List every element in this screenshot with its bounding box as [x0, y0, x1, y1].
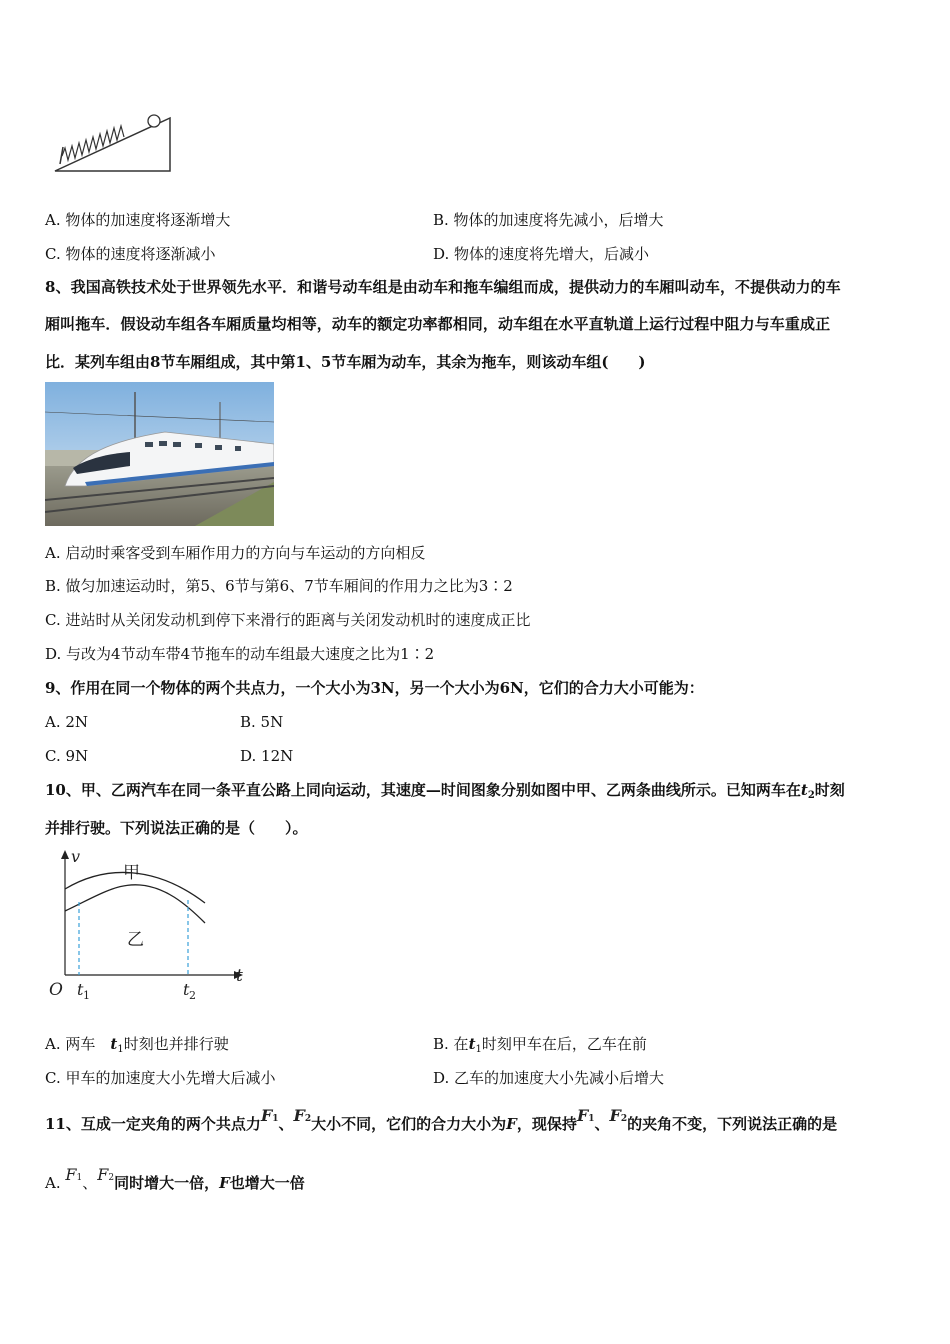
q11-stem-text-2: 大小不同，它们的合力大小为 [311, 1115, 507, 1133]
q11-f-symbol: F [506, 1115, 517, 1133]
q10-option-d: D. 乙车的加速度大小先减小后增大 [433, 1069, 665, 1087]
q10-option-b-t-symbol: t [468, 1035, 476, 1053]
q9-stem: 9、作用在同一个物体的两个共点力，一个大小为3N，另一个大小为6N，它们的合力大小可能为： [45, 679, 704, 697]
q9-option-c: C. 9N [45, 747, 89, 765]
q8-option-c: C. 进站时从关闭发动机到停下来滑行的距离与关闭发动机时的速度成正比 [45, 611, 531, 629]
q11-stem-text-3: ，现保持 [516, 1115, 577, 1133]
velocity-time-graph [45, 845, 255, 1005]
q8-option-a: A. 启动时乘客受到车厢作用力的方向与车运动的方向相反 [45, 544, 426, 562]
f1-letter: F [260, 1106, 273, 1125]
q11-stem-text-end: 的夹角不变，下列说法正确的是 [627, 1115, 838, 1133]
graph-jia-label: 甲 [123, 863, 140, 883]
q7-option-b: B. 物体的加速度将先减小，后增大 [433, 211, 664, 229]
f2-subscript-2: 2 [620, 1114, 628, 1124]
graph-yi-label: 乙 [127, 930, 144, 950]
f2-letter: F [293, 1106, 305, 1125]
f2-subscript: 2 [304, 1114, 312, 1124]
incline-spring-figure [50, 108, 175, 176]
q11-separator-2: 、 [594, 1115, 610, 1133]
q7-option-a: A. 物体的加速度将逐渐增大 [45, 211, 231, 229]
a-f1-letter: F [65, 1165, 77, 1184]
q8-stem-line2: 厢叫拖车．假设动车组各车厢质量均相等，动车的额定功率都相同，动车组在水平直轨道上运行过程中阻力与车重成正 [45, 315, 831, 333]
q10-stem-t-symbol: t [800, 781, 808, 799]
f1-subscript-2: 1 [588, 1114, 595, 1124]
q10-stem-t-subscript: 2 [807, 790, 815, 801]
f2-symbol [294, 1106, 312, 1125]
q10-stem-text-end: 时刻 [814, 781, 845, 799]
q10-stem-line2: 并排行驶。下列说法正确的是（ ）。 [45, 819, 308, 837]
a-separator: 、 [82, 1174, 98, 1192]
q10-option-a-t-subscript: 1 [117, 1044, 124, 1055]
q8-option-d: D. 与改为4节动车带4节拖车的动车组最大速度之比为1∶2 [45, 645, 435, 663]
f2-symbol-2 [609, 1106, 627, 1125]
train-photo [45, 382, 274, 526]
q9-option-b: B. 5N [240, 713, 284, 731]
q8-stem-line3: 比．某列车组由8节车厢组成，其中第1、5节车厢为动车，其余为拖车，则该动车组( ) [45, 353, 646, 371]
q10-option-a [45, 1034, 229, 1060]
q10-option-a-t-symbol: t [110, 1035, 118, 1053]
a-f2-letter: F [97, 1165, 109, 1184]
a-f1-symbol [65, 1165, 82, 1184]
f2-letter-2: F [609, 1106, 621, 1125]
q10-option-b [433, 1034, 647, 1060]
graph-origin-label: O [49, 980, 63, 1000]
f1-symbol [261, 1106, 279, 1125]
q10-option-c: C. 甲车的加速度大小先增大后减小 [45, 1069, 276, 1087]
f1-letter-2: F [576, 1106, 589, 1125]
graph-t2-label: t [183, 980, 190, 999]
q11-option-a-text-end: 也增大一倍 [229, 1174, 305, 1192]
q9-option-d: D. 12N [240, 747, 294, 765]
q8-option-b: B. 做匀加速运动时，第5、6节与第6、7节车厢间的作用力之比为3∶2 [45, 577, 513, 595]
q11-stem [45, 1106, 838, 1137]
q8-stem-line1: 8、我国高铁技术处于世界领先水平．和谐号动车组是由动车和拖车编组而成，提供动力的车厢叫动车，不提供动力的车 [45, 278, 841, 296]
a-f2-subscript: 2 [108, 1173, 115, 1183]
q11-separator: 、 [278, 1115, 294, 1133]
q7-option-d: D. 物体的速度将先增大，后减小 [433, 245, 650, 263]
f1-symbol-2 [577, 1106, 595, 1125]
q11-option-a-label: A. [45, 1174, 61, 1192]
f1-subscript: 1 [272, 1114, 279, 1124]
graph-t2-subscript: 2 [189, 989, 196, 1002]
q11-option-a-text: 同时增大一倍， [114, 1174, 220, 1192]
q11-option-a-f-symbol: F [219, 1174, 230, 1192]
q11-option-a [45, 1165, 305, 1196]
graph-t1-subscript: 1 [83, 989, 90, 1002]
q10-option-a-text: A. 两车 [45, 1035, 111, 1053]
q7-option-c: C. 物体的速度将逐渐减小 [45, 245, 216, 263]
q10-stem-text: 10、甲、乙两汽车在同一条平直公路上同向运动，其速度—时间图象分别如图中甲、乙两条曲线所示。已知两车在 [45, 781, 801, 799]
a-f2-symbol [97, 1165, 114, 1184]
graph-t1-label: t [77, 980, 84, 999]
q10-option-a-text-end: 时刻也并排行驶 [123, 1035, 229, 1053]
q10-stem-line1 [45, 780, 845, 806]
q10-option-b-t-subscript: 1 [475, 1044, 482, 1055]
graph-v-label: v [71, 847, 81, 866]
graph-t-label: t [236, 966, 243, 986]
q10-option-b-text: B. 在 [433, 1035, 469, 1053]
q10-option-b-text-end: 时刻甲车在后，乙车在前 [481, 1035, 647, 1053]
a-f1-subscript: 1 [76, 1173, 83, 1183]
q9-option-a: A. 2N [45, 713, 89, 731]
q11-stem-text: 11、互成一定夹角的两个共点力 [45, 1115, 261, 1133]
